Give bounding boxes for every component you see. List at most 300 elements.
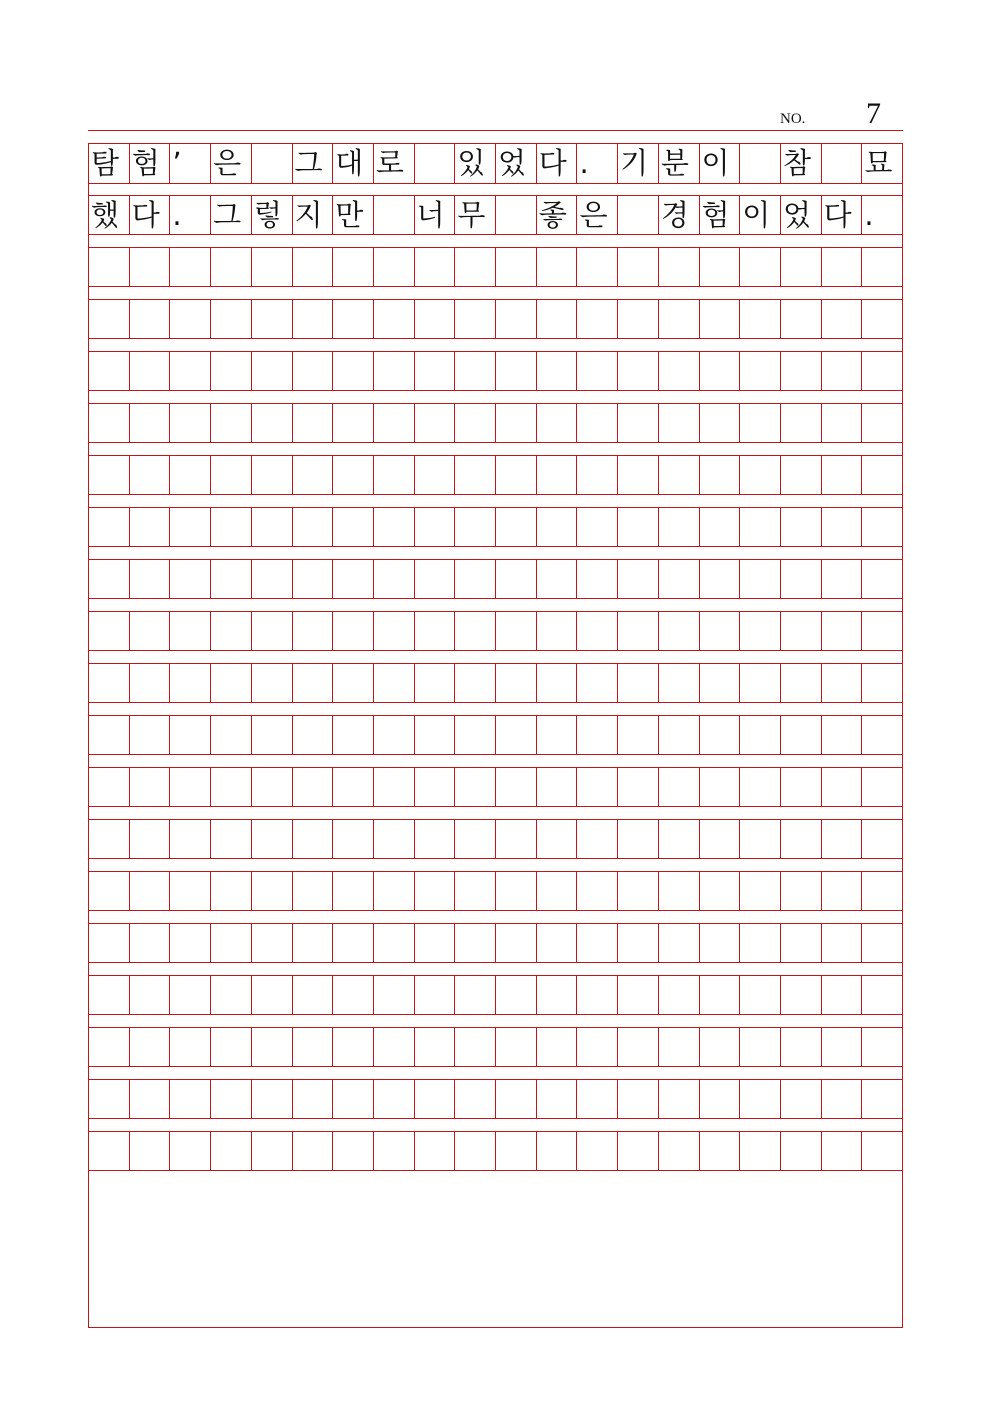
manuscript-cell	[414, 300, 455, 338]
manuscript-cell	[780, 300, 821, 338]
manuscript-cell: 묘	[861, 144, 902, 183]
manuscript-cell	[576, 820, 617, 858]
manuscript-cell	[292, 300, 333, 338]
manuscript-cell	[739, 456, 780, 494]
manuscript-cell	[617, 1080, 658, 1118]
manuscript-cell	[739, 404, 780, 442]
manuscript-cell	[169, 456, 210, 494]
manuscript-cell	[821, 872, 862, 910]
manuscript-row	[89, 715, 902, 755]
manuscript-cell	[495, 612, 536, 650]
manuscript-cell	[251, 560, 292, 598]
manuscript-cell	[251, 976, 292, 1014]
manuscript-cell	[251, 456, 292, 494]
manuscript-cell: 탐	[91, 146, 120, 180]
manuscript-cell: 었	[495, 144, 536, 183]
manuscript-cell	[129, 716, 170, 754]
manuscript-cell	[780, 612, 821, 650]
manuscript-cell	[861, 1080, 902, 1118]
manuscript-cell	[495, 768, 536, 806]
manuscript-cell	[821, 612, 862, 650]
manuscript-cell	[861, 768, 902, 806]
manuscript-cell	[210, 508, 251, 546]
manuscript-cell	[576, 1028, 617, 1066]
manuscript-cell	[129, 1132, 170, 1170]
manuscript-cell	[780, 560, 821, 598]
manuscript-cell	[454, 300, 495, 338]
manuscript-cell	[495, 404, 536, 442]
manuscript-cell	[454, 872, 495, 910]
number-label: NO.	[780, 111, 806, 127]
manuscript-cell	[658, 820, 699, 858]
manuscript-cell	[251, 820, 292, 858]
manuscript-cell	[495, 872, 536, 910]
manuscript-cell	[332, 820, 373, 858]
manuscript-cell	[454, 820, 495, 858]
manuscript-cell	[373, 716, 414, 754]
manuscript-cell	[576, 352, 617, 390]
manuscript-cell: 험	[129, 144, 170, 183]
manuscript-cell	[89, 1132, 129, 1170]
manuscript-cell	[576, 404, 617, 442]
manuscript-row	[89, 1131, 902, 1171]
manuscript-cell	[169, 300, 210, 338]
manuscript-cell	[251, 300, 292, 338]
manuscript-cell	[861, 976, 902, 1014]
manuscript-cell	[210, 976, 251, 1014]
manuscript-cell	[861, 248, 902, 286]
manuscript-cell	[617, 196, 658, 234]
header-rule	[88, 130, 903, 131]
manuscript-cell	[89, 924, 129, 962]
manuscript-cell	[210, 300, 251, 338]
manuscript-cell	[89, 976, 129, 1014]
manuscript-cell	[576, 1080, 617, 1118]
manuscript-cell	[821, 352, 862, 390]
manuscript-cell	[332, 872, 373, 910]
manuscript-row	[89, 559, 902, 599]
manuscript-cell	[210, 560, 251, 598]
manuscript-cell: ’	[169, 144, 210, 183]
manuscript-cell	[780, 768, 821, 806]
manuscript-cell	[414, 664, 455, 702]
manuscript-cell	[129, 768, 170, 806]
manuscript-cell	[780, 664, 821, 702]
manuscript-row	[89, 455, 902, 495]
manuscript-cell	[332, 456, 373, 494]
manuscript-cell	[454, 404, 495, 442]
manuscript-cell	[129, 664, 170, 702]
manuscript-cell	[780, 716, 821, 754]
manuscript-cell	[861, 456, 902, 494]
manuscript-cell	[536, 1132, 577, 1170]
page-number: 7	[866, 97, 881, 130]
manuscript-row	[89, 767, 902, 807]
manuscript-cell	[454, 560, 495, 598]
manuscript-cell: 다	[821, 196, 862, 234]
manuscript-cell	[292, 664, 333, 702]
manuscript-cell	[617, 664, 658, 702]
manuscript-cell	[332, 924, 373, 962]
manuscript-cell	[169, 924, 210, 962]
manuscript-cell	[332, 664, 373, 702]
manuscript-cell	[576, 560, 617, 598]
manuscript-cell	[780, 820, 821, 858]
manuscript-cell	[739, 612, 780, 650]
manuscript-cell	[576, 508, 617, 546]
manuscript-cell	[739, 352, 780, 390]
manuscript-row	[89, 144, 902, 184]
manuscript-cell	[292, 404, 333, 442]
manuscript-cell: 만	[332, 196, 373, 234]
manuscript-cell	[739, 1132, 780, 1170]
manuscript-row	[89, 403, 902, 443]
manuscript-cell	[414, 716, 455, 754]
manuscript-cell	[373, 196, 414, 234]
manuscript-row	[89, 1027, 902, 1067]
manuscript-cell	[739, 976, 780, 1014]
manuscript-cell	[89, 248, 129, 286]
manuscript-cell	[617, 768, 658, 806]
manuscript-cell	[658, 456, 699, 494]
manuscript-cell	[89, 768, 129, 806]
manuscript-cell	[658, 716, 699, 754]
manuscript-cell	[89, 612, 129, 650]
manuscript-cell	[251, 144, 292, 183]
manuscript-cell	[414, 144, 455, 183]
manuscript-cell: 있	[454, 144, 495, 183]
manuscript-cell	[576, 456, 617, 494]
manuscript-cell	[169, 560, 210, 598]
manuscript-cell	[495, 196, 536, 234]
manuscript-cell	[373, 1132, 414, 1170]
manuscript-cell	[414, 1028, 455, 1066]
manuscript-cell	[129, 1080, 170, 1118]
manuscript-cell	[821, 664, 862, 702]
manuscript-cell	[129, 612, 170, 650]
manuscript-cell: 경	[658, 196, 699, 234]
manuscript-cell: 너	[414, 196, 455, 234]
manuscript-cell: 그	[210, 196, 251, 234]
manuscript-cell	[332, 352, 373, 390]
manuscript-cell	[495, 976, 536, 1014]
manuscript-cell	[536, 924, 577, 962]
manuscript-cell	[536, 1080, 577, 1118]
manuscript-cell	[89, 456, 129, 494]
manuscript-cell	[576, 664, 617, 702]
manuscript-cell	[658, 508, 699, 546]
manuscript-cell	[129, 924, 170, 962]
manuscript-cell	[576, 924, 617, 962]
manuscript-row	[89, 247, 902, 287]
manuscript-cell	[292, 1132, 333, 1170]
manuscript-cell	[373, 560, 414, 598]
manuscript-cell	[89, 300, 129, 338]
manuscript-cell	[536, 976, 577, 1014]
manuscript-cell: 기	[617, 144, 658, 183]
manuscript-cell	[495, 300, 536, 338]
manuscript-cell	[861, 352, 902, 390]
manuscript-cell	[699, 820, 740, 858]
manuscript-cell	[332, 716, 373, 754]
manuscript-cell: .	[169, 196, 210, 234]
manuscript-cell	[617, 820, 658, 858]
manuscript-cell	[739, 716, 780, 754]
manuscript-cell	[576, 872, 617, 910]
manuscript-cell	[658, 976, 699, 1014]
manuscript-cell	[454, 1028, 495, 1066]
manuscript-cell	[292, 716, 333, 754]
manuscript-cell	[699, 1132, 740, 1170]
manuscript-cell	[699, 768, 740, 806]
manuscript-cell	[210, 1080, 251, 1118]
manuscript-cell	[861, 508, 902, 546]
manuscript-cell	[169, 1028, 210, 1066]
manuscript-cell	[699, 716, 740, 754]
manuscript-cell	[373, 924, 414, 962]
manuscript-cell	[454, 716, 495, 754]
manuscript-cell	[739, 924, 780, 962]
manuscript-cell	[536, 612, 577, 650]
manuscript-cell	[861, 1132, 902, 1170]
manuscript-cell	[210, 820, 251, 858]
manuscript-cell	[861, 612, 902, 650]
manuscript-cell	[169, 872, 210, 910]
manuscript-cell	[861, 404, 902, 442]
manuscript-cell	[414, 560, 455, 598]
manuscript-cell	[89, 404, 129, 442]
manuscript-cell	[536, 456, 577, 494]
manuscript-grid	[88, 143, 903, 1328]
manuscript-cell	[658, 1080, 699, 1118]
manuscript-cell	[576, 300, 617, 338]
manuscript-cell	[658, 560, 699, 598]
manuscript-cell	[129, 560, 170, 598]
manuscript-cell	[292, 508, 333, 546]
manuscript-cell	[251, 768, 292, 806]
manuscript-cell	[169, 976, 210, 1014]
manuscript-cell	[89, 664, 129, 702]
manuscript-cell: 이	[699, 144, 740, 183]
manuscript-cell	[292, 1028, 333, 1066]
manuscript-cell	[576, 248, 617, 286]
manuscript-cell	[821, 404, 862, 442]
manuscript-cell	[739, 248, 780, 286]
manuscript-cell	[699, 1028, 740, 1066]
manuscript-cell	[821, 716, 862, 754]
manuscript-cell	[373, 768, 414, 806]
manuscript-cell	[658, 612, 699, 650]
manuscript-cell	[699, 456, 740, 494]
manuscript-cell	[89, 352, 129, 390]
manuscript-cell	[251, 1132, 292, 1170]
manuscript-row	[89, 1079, 902, 1119]
manuscript-cell	[292, 924, 333, 962]
manuscript-cell	[576, 612, 617, 650]
manuscript-cell: 다	[536, 144, 577, 183]
manuscript-cell	[373, 508, 414, 546]
manuscript-cell	[292, 612, 333, 650]
manuscript-cell	[414, 976, 455, 1014]
manuscript-cell	[292, 352, 333, 390]
manuscript-cell	[861, 1028, 902, 1066]
manuscript-cell: 었	[780, 196, 821, 234]
manuscript-cell	[536, 508, 577, 546]
manuscript-cell	[821, 300, 862, 338]
manuscript-cell	[89, 1028, 129, 1066]
manuscript-cell	[536, 768, 577, 806]
manuscript-cell	[332, 612, 373, 650]
manuscript-cell	[332, 248, 373, 286]
manuscript-cell	[576, 976, 617, 1014]
manuscript-cell	[821, 1028, 862, 1066]
manuscript-cell	[414, 456, 455, 494]
manuscript-cell: 험	[699, 196, 740, 234]
manuscript-cell	[292, 820, 333, 858]
manuscript-cell	[658, 1028, 699, 1066]
manuscript-cell	[169, 612, 210, 650]
manuscript-cell	[576, 1132, 617, 1170]
manuscript-cell	[658, 872, 699, 910]
manuscript-cell	[210, 872, 251, 910]
manuscript-cell	[292, 872, 333, 910]
manuscript-row	[89, 611, 902, 651]
manuscript-cell	[332, 300, 373, 338]
manuscript-cell	[658, 248, 699, 286]
manuscript-cell	[332, 560, 373, 598]
manuscript-cell	[210, 248, 251, 286]
manuscript-cell	[89, 820, 129, 858]
manuscript-cell	[658, 300, 699, 338]
manuscript-cell	[861, 716, 902, 754]
manuscript-cell	[780, 872, 821, 910]
manuscript-cell	[739, 768, 780, 806]
manuscript-cell	[454, 456, 495, 494]
manuscript-cell	[495, 560, 536, 598]
manuscript-cell	[495, 664, 536, 702]
manuscript-cell: 무	[454, 196, 495, 234]
manuscript-cell	[821, 508, 862, 546]
manuscript-cell	[454, 1080, 495, 1118]
manuscript-cell	[332, 1028, 373, 1066]
manuscript-cell	[658, 768, 699, 806]
manuscript-cell: 지	[292, 196, 333, 234]
manuscript-cell	[169, 1080, 210, 1118]
manuscript-cell: 참	[780, 144, 821, 183]
manuscript-cell	[373, 300, 414, 338]
manuscript-cell	[454, 248, 495, 286]
manuscript-cell	[821, 248, 862, 286]
manuscript-cell	[414, 248, 455, 286]
manuscript-cell	[454, 924, 495, 962]
manuscript-cell	[821, 976, 862, 1014]
manuscript-cell	[251, 924, 292, 962]
manuscript-cell	[536, 664, 577, 702]
manuscript-cell	[617, 924, 658, 962]
manuscript-cell	[332, 508, 373, 546]
manuscript-row	[89, 975, 902, 1015]
manuscript-cell: 로	[373, 144, 414, 183]
manuscript-cell	[495, 352, 536, 390]
manuscript-cell	[780, 1028, 821, 1066]
manuscript-cell	[699, 560, 740, 598]
manuscript-cell: 그	[292, 144, 333, 183]
manuscript-cell	[780, 976, 821, 1014]
manuscript-cell	[210, 768, 251, 806]
manuscript-cell	[780, 508, 821, 546]
manuscript-cell	[536, 248, 577, 286]
manuscript-cell	[821, 924, 862, 962]
manuscript-cell	[454, 664, 495, 702]
manuscript-cell	[821, 456, 862, 494]
manuscript-cell	[699, 664, 740, 702]
manuscript-cell	[739, 144, 780, 183]
manuscript-cell: 은	[576, 196, 617, 234]
manuscript-cell	[169, 664, 210, 702]
manuscript-cell	[617, 352, 658, 390]
manuscript-cell	[536, 1028, 577, 1066]
manuscript-cell	[169, 404, 210, 442]
manuscript-cell	[617, 976, 658, 1014]
manuscript-cell	[536, 404, 577, 442]
manuscript-cell	[495, 248, 536, 286]
manuscript-cell	[210, 456, 251, 494]
manuscript-cell: 분	[658, 144, 699, 183]
manuscript-cell	[129, 456, 170, 494]
manuscript-row	[89, 663, 902, 703]
manuscript-cell	[780, 924, 821, 962]
manuscript-cell	[821, 1132, 862, 1170]
manuscript-cell	[658, 404, 699, 442]
manuscript-cell	[861, 664, 902, 702]
manuscript-cell	[617, 508, 658, 546]
manuscript-cell: 대	[332, 144, 373, 183]
manuscript-cell	[169, 716, 210, 754]
manuscript-cell	[414, 1080, 455, 1118]
manuscript-cell	[699, 248, 740, 286]
manuscript-cell	[617, 716, 658, 754]
manuscript-cell	[210, 352, 251, 390]
manuscript-cell	[251, 612, 292, 650]
manuscript-cell	[292, 976, 333, 1014]
manuscript-cell	[169, 1132, 210, 1170]
manuscript-cell	[699, 300, 740, 338]
manuscript-cell	[495, 1028, 536, 1066]
manuscript-cell	[699, 976, 740, 1014]
manuscript-cell	[169, 248, 210, 286]
manuscript-cell	[251, 248, 292, 286]
manuscript-cell: 은	[210, 144, 251, 183]
manuscript-cell	[414, 872, 455, 910]
manuscript-row	[89, 351, 902, 391]
manuscript-cell	[617, 248, 658, 286]
manuscript-cell	[780, 456, 821, 494]
manuscript-row	[89, 819, 902, 859]
manuscript-cell	[89, 508, 129, 546]
manuscript-cell	[536, 716, 577, 754]
manuscript-cell	[414, 612, 455, 650]
manuscript-cell	[617, 872, 658, 910]
manuscript-cell	[576, 716, 617, 754]
manuscript-cell	[821, 768, 862, 806]
manuscript-cell	[861, 820, 902, 858]
manuscript-cell	[251, 872, 292, 910]
manuscript-cell	[536, 820, 577, 858]
manuscript-cell	[292, 1080, 333, 1118]
manuscript-cell	[169, 352, 210, 390]
manuscript-cell	[292, 456, 333, 494]
manuscript-cell	[210, 924, 251, 962]
